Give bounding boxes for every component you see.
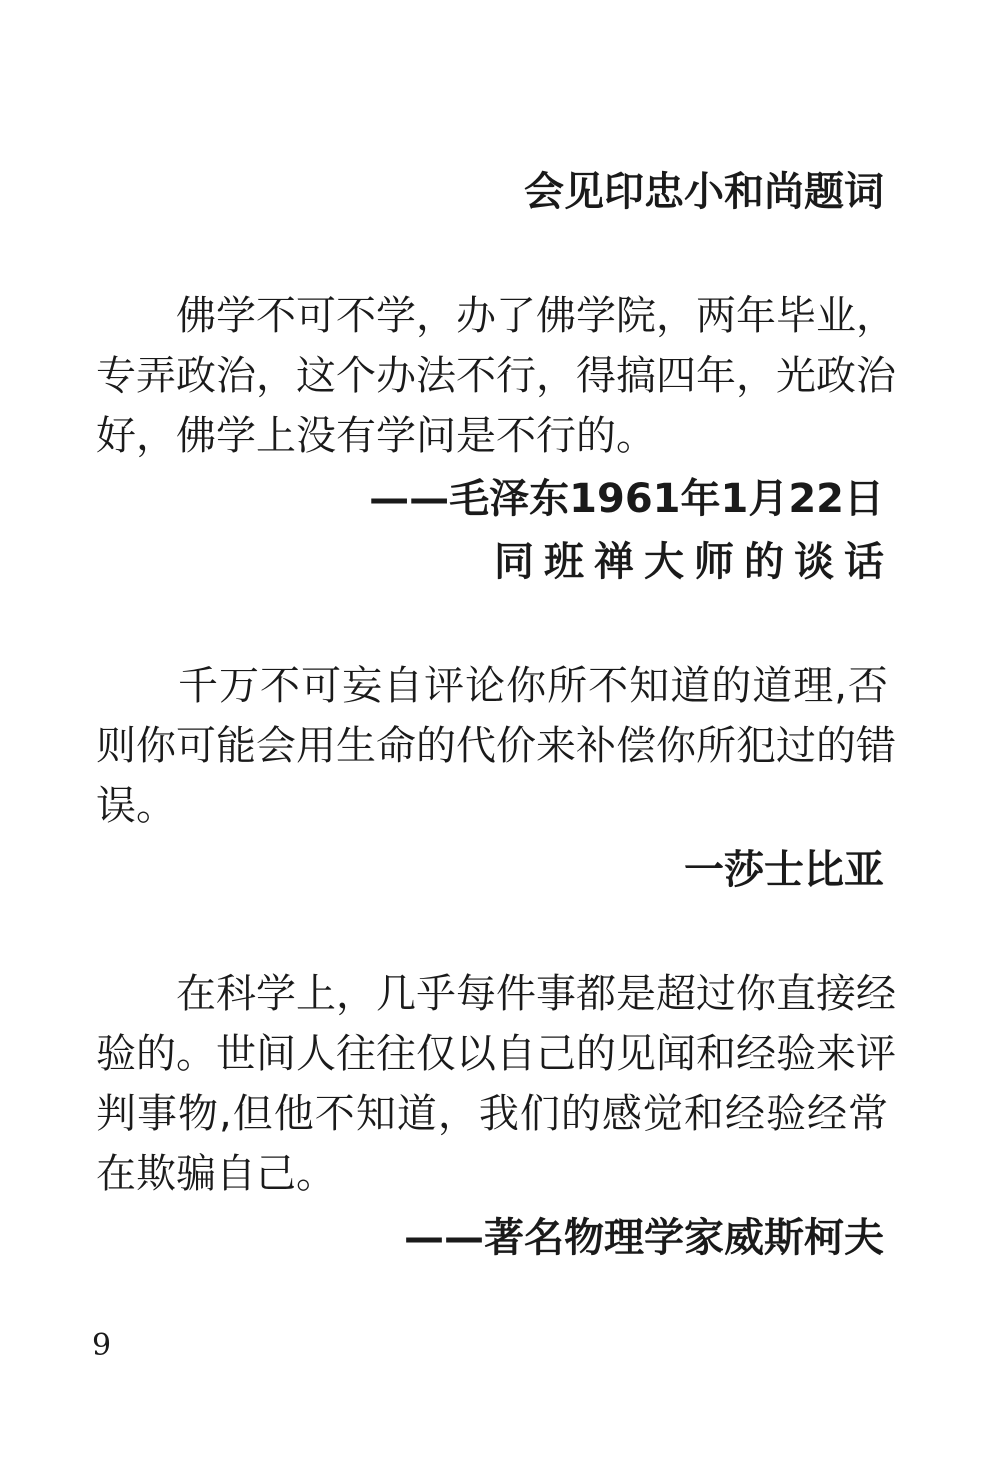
quote-3-line-4: 在欺骗自己。 [96, 1151, 336, 1197]
quote-2-attribution: 一莎士比亚 [684, 847, 884, 893]
quote-3-line-1: 在科学上，几乎每件事都是超过你直接经 [96, 971, 896, 1017]
quote-1-line-1: 佛学不可不学，办了佛学院，两年毕业， [96, 293, 896, 339]
quote-2-line-3: 误。 [96, 783, 176, 829]
page-number: 9 [92, 1328, 112, 1363]
quote-3-line-2: 验的。世间人往往仅以自己的见闻和经验来评 [96, 1031, 896, 1077]
quote-1-line-2: 专弄政治，这个办法不行，得搞四年，光政治 [96, 353, 896, 399]
quote-3-line-3: 判事物,但他不知道，我们的感觉和经验经常 [96, 1091, 888, 1137]
section-heading: 会见印忠小和尚题词 [524, 169, 884, 215]
quote-2-line-2: 则你可能会用生命的代价来补偿你所犯过的错 [96, 723, 896, 769]
quote-1-attribution-line-1: ——毛泽东1961年1月22日 [369, 476, 884, 522]
quote-1-line-3: 好，佛学上没有学问是不行的。 [96, 413, 656, 459]
quote-2-line-1: 千万不可妄自评论你所不知道的道理,否 [96, 663, 888, 709]
quote-3-attribution: ——著名物理学家威斯柯夫 [404, 1215, 884, 1261]
quote-1-attribution-line-2: 同班禅大师的谈话 [494, 539, 894, 585]
